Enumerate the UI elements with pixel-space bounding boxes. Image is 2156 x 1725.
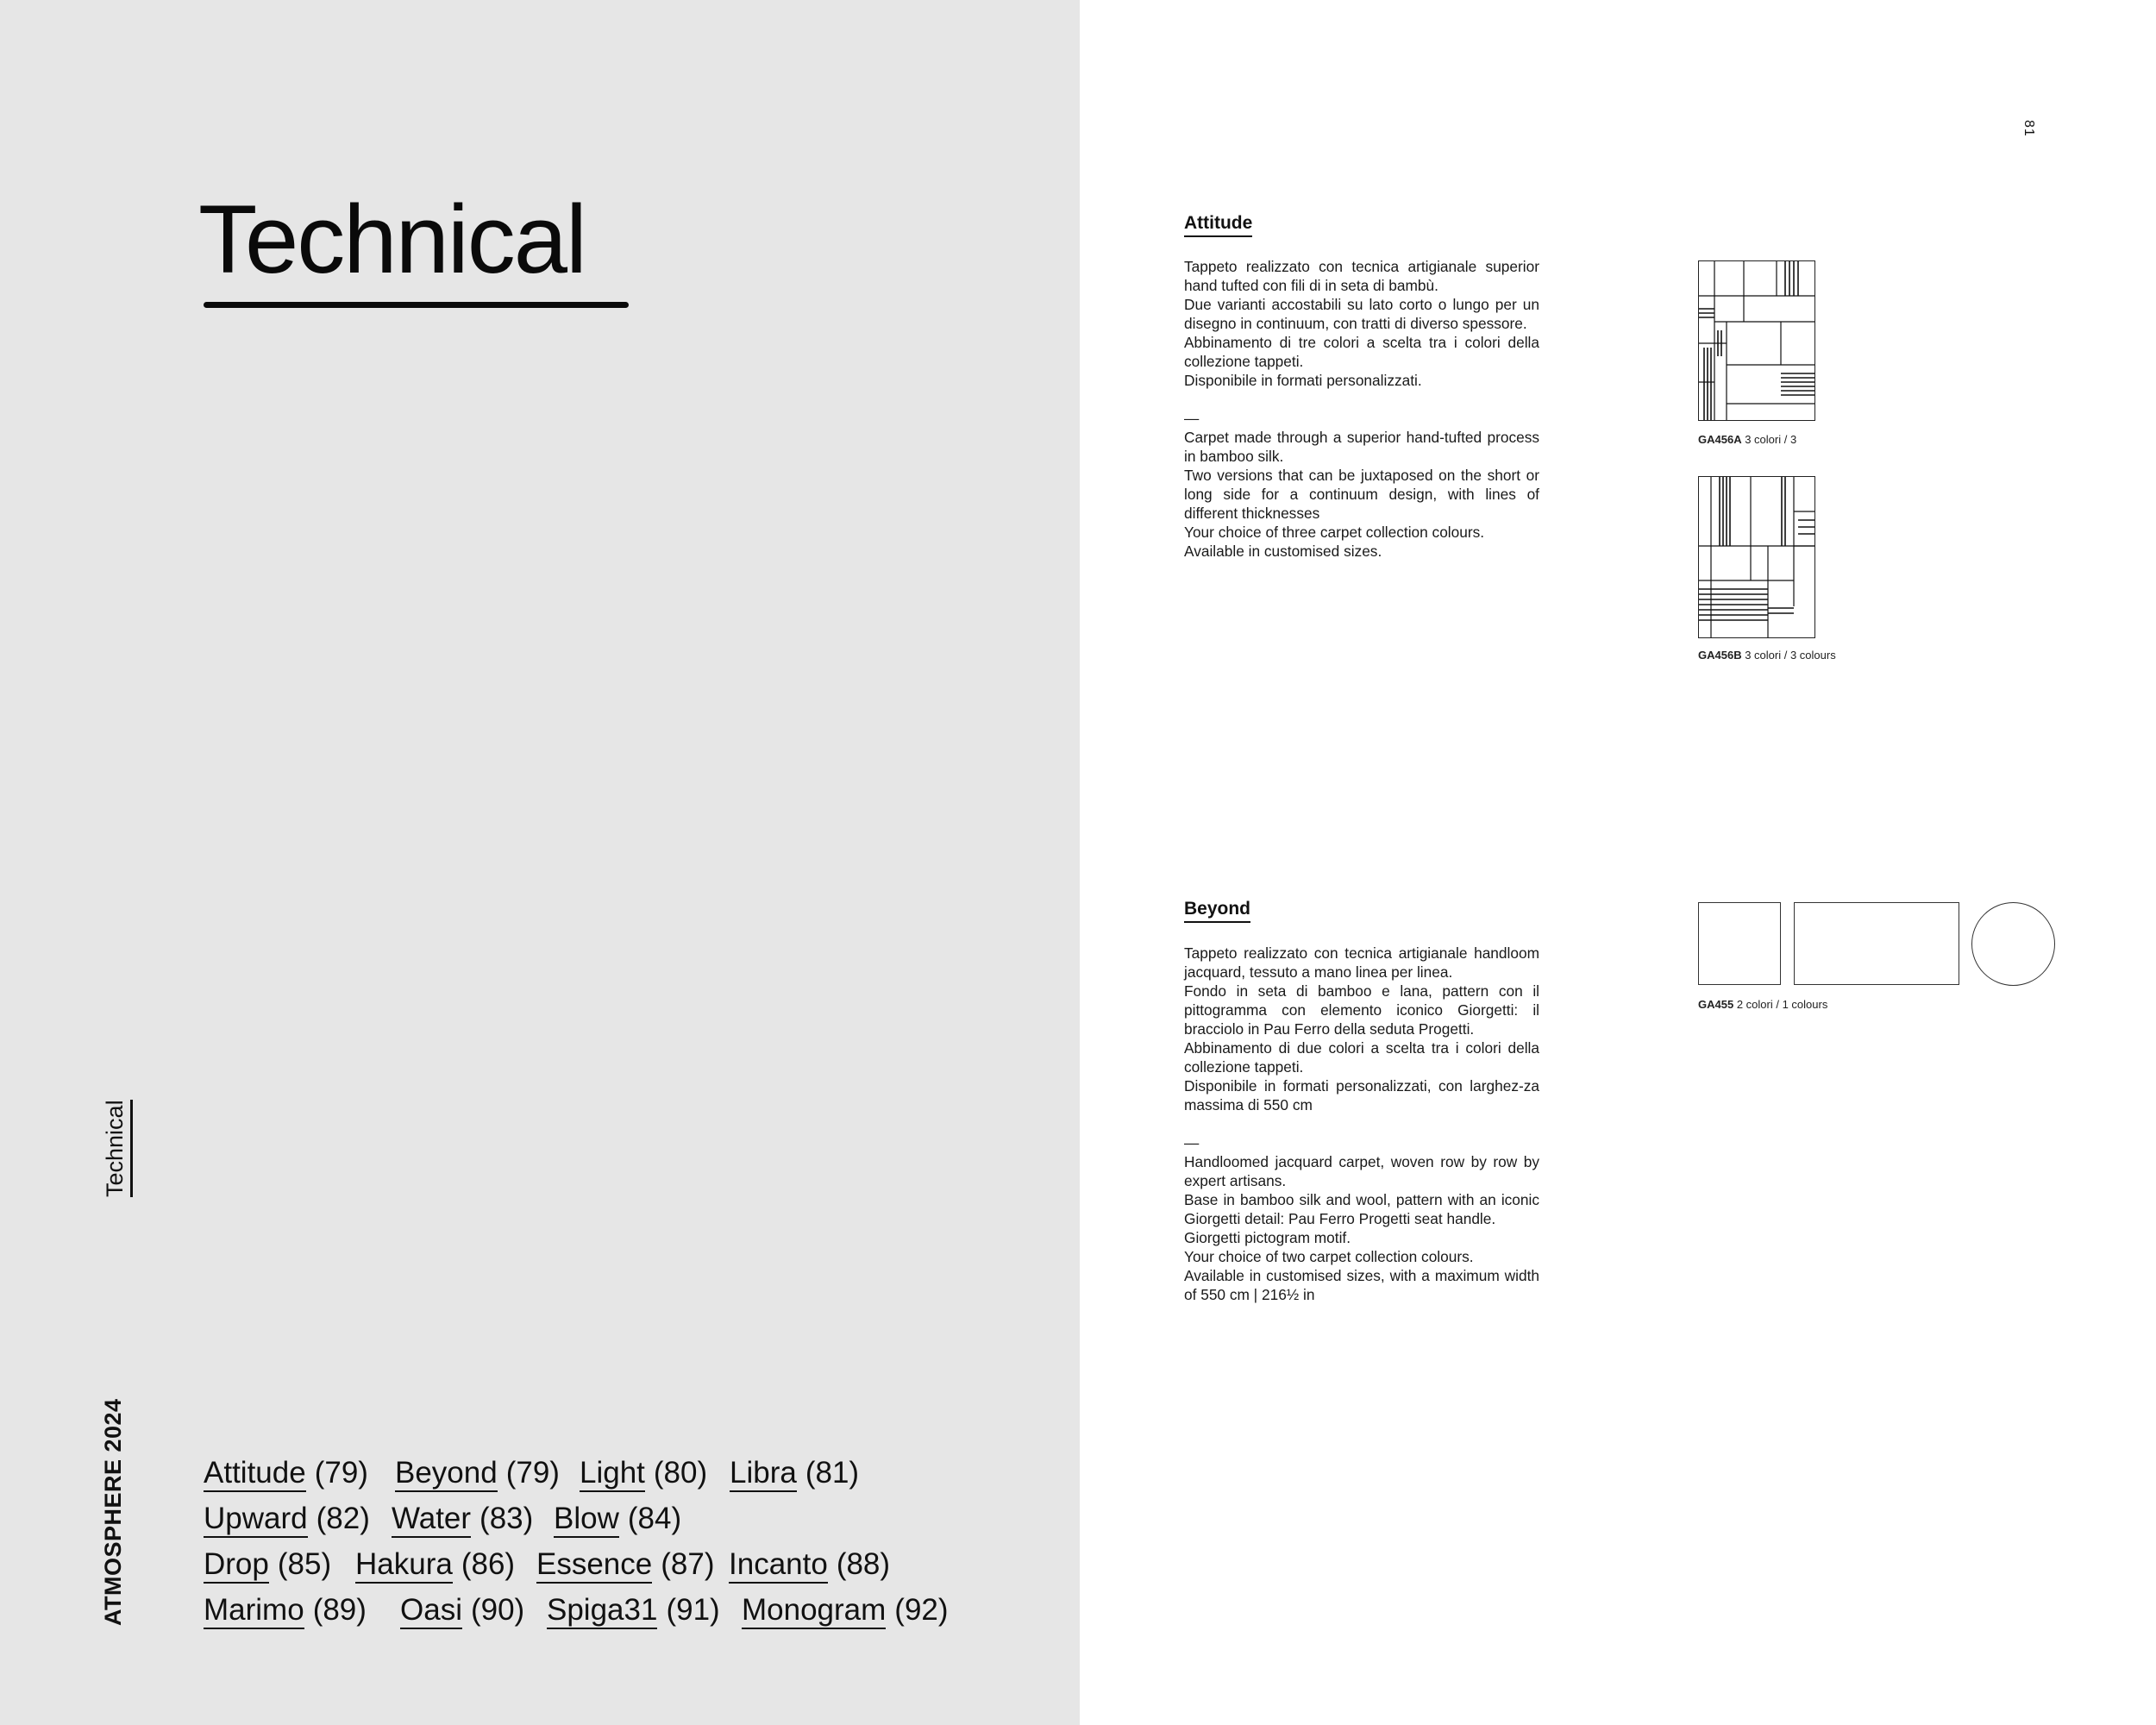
title-underline (204, 302, 629, 308)
carpet-shape-rectangle (1794, 902, 1959, 985)
index-link-water[interactable]: Water (83) (392, 1502, 533, 1536)
index-link-light[interactable]: Light (80) (580, 1456, 707, 1490)
attitude-it-2: Due varianti accostabili su lato corto o lungo per un disegno in continuum, con tratti di diverso spessore. (1184, 296, 1539, 332)
index-link-beyond[interactable]: Beyond (79) (395, 1456, 560, 1490)
index-link-upward[interactable]: Upward (82) (204, 1502, 370, 1536)
carpet-pattern-ga456a (1698, 260, 1815, 421)
index-link-monogram[interactable]: Monogram (92) (742, 1593, 949, 1628)
vertical-catalog-label: ATMOSPHERE 2024 (100, 1398, 126, 1626)
beyond-en-5: Available in customised sizes, with a maximum width of 550 cm | 216½ in (1184, 1267, 1539, 1303)
caption-ga455: GA455 2 colori / 1 colours (1698, 998, 1828, 1011)
attitude-en-1: Carpet made through a superior hand-tufted process in bamboo silk. (1184, 429, 1539, 465)
beyond-en-2: Base in bamboo silk and wool, pattern with an iconic Giorgetti detail: Pau Ferro Progetti seat handle. (1184, 1191, 1539, 1227)
beyond-dash: — (1184, 1134, 1200, 1151)
carpet-shape-round (1971, 902, 2055, 986)
beyond-description (1184, 944, 1539, 1304)
caption-ga456b: GA456B 3 colori / 3 colours (1698, 649, 1836, 662)
index-link-spiga31[interactable]: Spiga31 (91) (547, 1593, 720, 1628)
beyond-it-4: Disponibile in formati personalizzati, con larghez-za massima di 550 cm (1184, 1077, 1539, 1113)
attitude-it-4: Disponibile in formati personalizzati. (1184, 372, 1422, 389)
attitude-en-3: Your choice of three carpet collection colours. (1184, 524, 1485, 541)
attitude-it-3: Abbinamento di tre colori a scelta tra i colori della collezione tappeti. (1184, 334, 1539, 370)
index-link-attitude[interactable]: Attitude (79) (204, 1456, 368, 1490)
caption-ga456a: GA456A 3 colori / 3 (1698, 433, 1797, 446)
index-link-essence[interactable]: Essence (87) (536, 1547, 715, 1582)
beyond-en-4: Your choice of two carpet collection colours. (1184, 1248, 1474, 1265)
index-link-marimo[interactable]: Marimo (89) (204, 1593, 367, 1628)
beyond-en-1: Handloomed jacquard carpet, woven row by row by expert artisans. (1184, 1153, 1539, 1189)
page-number: 81 (2021, 120, 2036, 137)
beyond-it-1: Tappeto realizzato con tecnica artigianale handloom jacquard, tessuto a mano linea per linea. (1184, 944, 1539, 981)
index-link-blow[interactable]: Blow (84) (554, 1502, 681, 1536)
beyond-it-3: Abbinamento di due colori a scelta tra i colori della collezione tappeti. (1184, 1039, 1539, 1076)
page-title: Technical (198, 185, 586, 293)
beyond-en-3: Giorgetti pictogram motif. (1184, 1229, 1351, 1246)
carpet-pattern-ga456b (1698, 476, 1815, 638)
attitude-description (1184, 257, 1539, 561)
attitude-en-2: Two versions that can be juxtaposed on the short or long side for a continuum design, with lines of different thicknesses (1184, 467, 1539, 522)
section-title-attitude: Attitude (1184, 213, 1252, 237)
index-link-oasi[interactable]: Oasi (90) (400, 1593, 524, 1628)
index-link-libra[interactable]: Libra (81) (730, 1456, 859, 1490)
index-link-drop[interactable]: Drop (85) (204, 1547, 331, 1582)
vertical-section-label: Technical (102, 1100, 133, 1197)
attitude-it-1: Tappeto realizzato con tecnica artigianale superior hand tufted con fili di in seta di bambù. (1184, 258, 1539, 294)
index-link-incanto[interactable]: Incanto (88) (729, 1547, 890, 1582)
attitude-dash: — (1184, 410, 1200, 427)
beyond-it-2: Fondo in seta di bamboo e lana, pattern con il pittogramma con elemento iconico Giorgetti: il bracciolo in Pau Ferro della seduta Progetti. (1184, 982, 1539, 1038)
carpet-shape-square (1698, 902, 1781, 985)
section-title-beyond: Beyond (1184, 899, 1250, 923)
index-link-hakura[interactable]: Hakura (86) (355, 1547, 515, 1582)
attitude-en-4: Available in customised sizes. (1184, 543, 1382, 560)
